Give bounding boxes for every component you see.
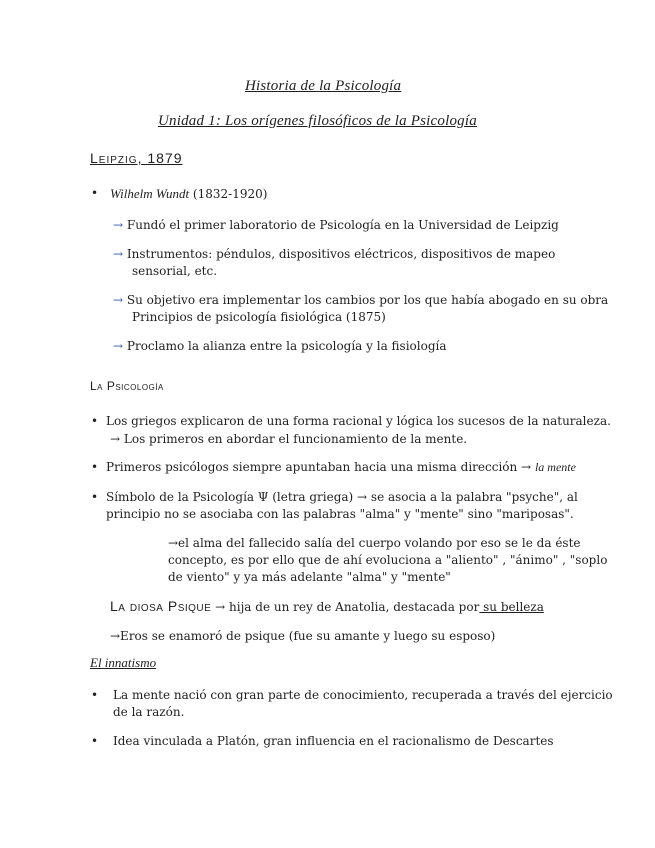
alma-line1: →el alma del fallecido salía del cuerpo volando por eso se le da éste bbox=[168, 536, 581, 550]
arrow-icon: → bbox=[113, 247, 124, 261]
section-heading-leipzig: Leipzig, 1879 bbox=[90, 150, 183, 166]
griegos-line2: → Los primeros en abordar el funcionamiento de la mente. bbox=[110, 432, 468, 446]
wundt-years: (1832-1920) bbox=[192, 187, 268, 201]
item-text: Su objetivo era implementar los cambios por los que había abogado en su obra bbox=[126, 293, 609, 307]
section-heading-innatismo: El innatismo bbox=[90, 655, 157, 670]
bullet: • bbox=[91, 186, 99, 200]
su-belleza-underlined: su belleza bbox=[479, 600, 544, 614]
alma-line3: de viento" y ya más adelante "alma" y "mente" bbox=[168, 570, 451, 584]
wundt-item-4 bbox=[113, 337, 447, 355]
alma-line2: concepto, es por ello que de ahí evoluciona a "aliento" , "ánimo" , "soplo bbox=[168, 553, 608, 567]
arrow-icon: → bbox=[113, 218, 124, 232]
bullet: • bbox=[91, 688, 99, 702]
eros-line: →Eros se enamoró de psique (fue su amante y luego su esposo) bbox=[110, 629, 496, 643]
wundt-item-2-cont: sensorial, etc. bbox=[132, 264, 218, 278]
wundt-name: Wilhelm Wundt bbox=[110, 186, 190, 201]
section-heading-psicologia: La Psicología bbox=[90, 379, 164, 393]
bullet-wundt bbox=[110, 185, 267, 203]
item-text: Fundó el primer laboratorio de Psicología en la Universidad de Leipzig bbox=[126, 218, 559, 232]
platon-line: Idea vinculada a Platón, gran influencia en el racionalismo de Descartes bbox=[113, 734, 554, 748]
innatismo-line1: La mente nació con gran parte de conocimiento, recuperada a través del ejercicio bbox=[113, 688, 613, 702]
item-text: Proclamo la alianza entre la psicología y la fisiología bbox=[126, 339, 447, 353]
primeros-text: Primeros psicólogos siempre apuntaban hacia una misma dirección → bbox=[106, 460, 532, 474]
wundt-item-3-cont: Principios de psicología fisiológica (1875) bbox=[132, 310, 386, 324]
primeros-psicologos bbox=[106, 458, 576, 476]
bullet: • bbox=[91, 734, 99, 748]
bullet: • bbox=[91, 414, 99, 428]
diosa-text: → hija de un rey de Anatolia, destacada por bbox=[215, 600, 480, 614]
wundt-item-1 bbox=[113, 216, 559, 234]
simbolo-line1: Símbolo de la Psicología Ψ (letra griega) → se asocia a la palabra "psyche", al bbox=[106, 490, 578, 504]
document-title: Historia de la Psicología bbox=[245, 78, 402, 94]
diosa-psique-line bbox=[110, 597, 544, 616]
griegos-line1: Los griegos explicaron de una forma racional y lógica los sucesos de la naturaleza. bbox=[106, 414, 611, 428]
bullet: • bbox=[91, 490, 99, 504]
item-text: Instrumentos: péndulos, dispositivos eléctricos, dispositivos de mapeo bbox=[126, 247, 556, 261]
innatismo-line2: de la razón. bbox=[113, 705, 185, 719]
document-subtitle: Unidad 1: Los orígenes filosóficos de la Psicología bbox=[158, 113, 477, 129]
simbolo-line2: principio no se asociaba con las palabras "alma" y "mente" sino "mariposas". bbox=[106, 507, 574, 521]
wundt-item-2 bbox=[113, 245, 555, 263]
arrow-icon: → bbox=[113, 293, 124, 307]
arrow-icon: → bbox=[113, 339, 124, 353]
diosa-label: La diosa Psique bbox=[110, 598, 212, 614]
la-mente-emphasis: la mente bbox=[534, 460, 576, 474]
wundt-item-3 bbox=[113, 291, 608, 309]
bullet: • bbox=[91, 460, 99, 474]
